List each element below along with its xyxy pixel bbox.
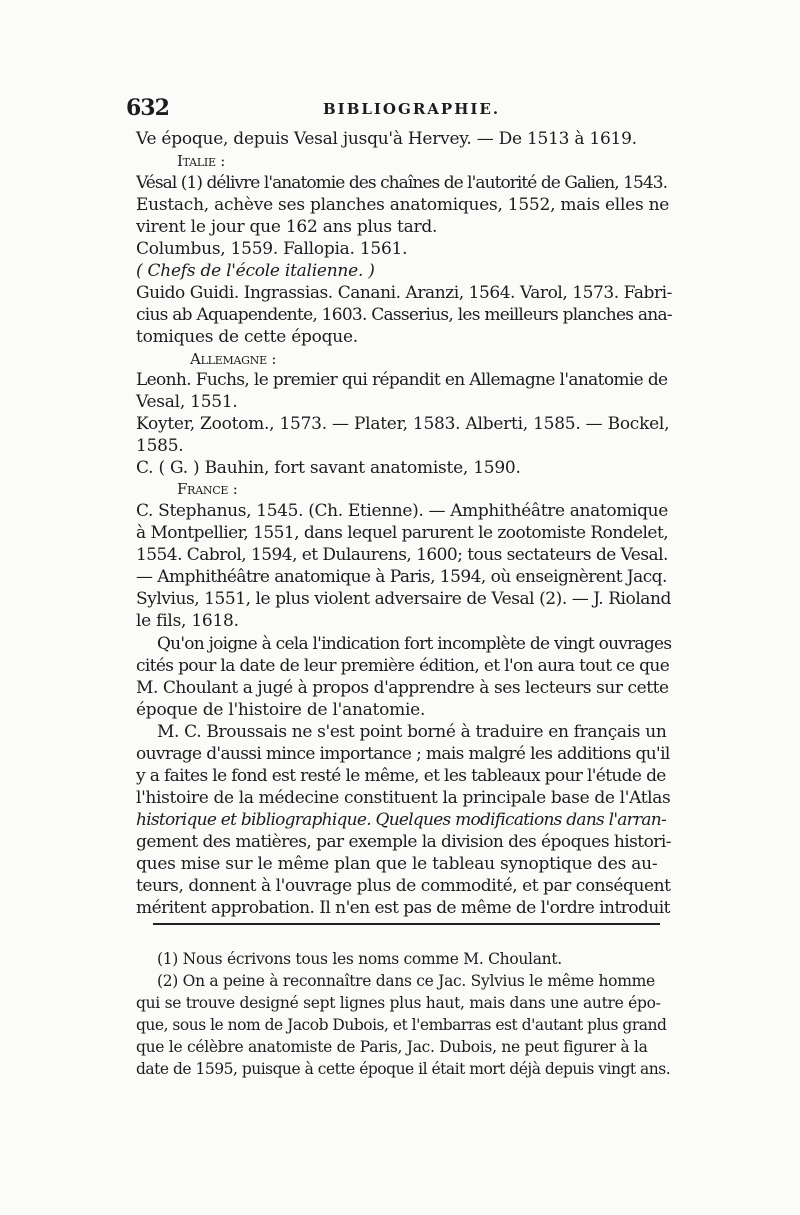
body-line: C. ( G. ) Bauhin, fort savant anatomiste, 1590. [136, 458, 521, 478]
body-line: ques mise sur le même plan que le tableau synoptique des au- [136, 854, 658, 874]
body-line: Leonh. Fuchs, le premier qui répandit en Allemagne l'anatomie de [136, 370, 668, 390]
footnote-line: que, sous le nom de Jacob Dubois, et l'embarras est d'autant plus grand [136, 1016, 667, 1034]
section-heading-italie: Italie : [177, 152, 226, 170]
body-line: cités pour la date de leur première édition, et l'on aura tout ce que [136, 656, 670, 676]
body-line: Vesal, 1551. [136, 392, 238, 412]
body-line: M. C. Broussais ne s'est point borné à traduire en français un [157, 722, 667, 742]
section-heading-france: France : [177, 480, 238, 498]
body-line: Sylvius, 1551, le plus violent adversaire de Vesal (2). — J. Rioland [136, 589, 671, 609]
body-line: historique et bibliographique. Quelques modifications dans l'arran- [136, 810, 666, 830]
body-line: gement des matières, par exemple la division des époques histori- [136, 832, 671, 852]
section-heading-allemagne: Allemagne : [190, 350, 277, 368]
body-line: à Montpellier, 1551, dans lequel parurent le zootomiste Rondelet, [136, 523, 669, 543]
body-line: teurs, donnent à l'ouvrage plus de commodité, et par conséquent [136, 876, 671, 896]
body-line: tomiques de cette époque. [136, 327, 358, 347]
body-line: Koyter, Zootom., 1573. — Plater, 1583. Alberti, 1585. — Bockel, [136, 414, 670, 434]
body-line: méritent approbation. Il n'en est pas de même de l'ordre introduit [136, 898, 670, 918]
footnote-separator [153, 923, 660, 925]
body-line: 1585. [136, 436, 184, 456]
body-line: l'histoire de la médecine constituent la principale base de l'Atlas [136, 788, 671, 808]
body-line: Guido Guidi. Ingrassias. Canani. Aranzi, 1564. Varol, 1573. Fabri- [136, 283, 672, 303]
footnote-line: qui se trouve designé sept lignes plus haut, mais dans une autre épo- [136, 994, 661, 1012]
body-line: ouvrage d'aussi mince importance ; mais malgré les additions qu'il [136, 744, 670, 764]
footnote-line: date de 1595, puisque à cette époque il était mort déjà depuis vingt ans. [136, 1060, 671, 1078]
body-line: le fils, 1618. [136, 611, 239, 631]
body-line: Vésal (1) délivre l'anatomie des chaînes de l'autorité de Galien, 1543. [136, 173, 668, 193]
body-line: Qu'on joigne à cela l'indication fort incomplète de vingt ouvrages [157, 634, 672, 654]
body-line: Columbus, 1559. Fallopia. 1561. [136, 239, 408, 259]
footnote-line: que le célèbre anatomiste de Paris, Jac. Dubois, ne peut figurer à la [136, 1038, 648, 1056]
running-head: BIBLIOGRAPHIE. [323, 100, 501, 118]
body-line: y a faites le fond est resté le même, et les tableaux pour l'étude de [136, 766, 666, 786]
page-number: 632 [126, 95, 169, 121]
body-line: virent le jour que 162 ans plus tard. [136, 217, 438, 237]
body-line: Ve époque, depuis Vesal jusqu'à Hervey. — De 1513 à 1619. [136, 129, 637, 149]
body-line: 1554. Cabrol, 1594, et Dulaurens, 1600; tous sectateurs de Vesal. [136, 545, 668, 565]
body-line: Eustach, achève ses planches anatomiques, 1552, mais elles ne [136, 195, 670, 215]
body-line: — Amphithéâtre anatomique à Paris, 1594, où enseignèrent Jacq. [136, 567, 667, 587]
body-line: C. Stephanus, 1545. (Ch. Etienne). — Amphithéâtre anatomique [136, 501, 668, 521]
body-line: M. Choulant a jugé à propos d'apprendre à ses lecteurs sur cette [136, 678, 669, 698]
body-line: cius ab Aquapendente, 1603. Casserius, les meilleurs planches ana- [136, 305, 672, 325]
footnote-1: (1) Nous écrivons tous les noms comme M. Choulant. [157, 950, 562, 968]
body-line: ( Chefs de l'école italienne. ) [136, 261, 375, 281]
body-line: époque de l'histoire de l'anatomie. [136, 700, 426, 720]
footnote-2: (2) On a peine à reconnaître dans ce Jac. Sylvius le même homme [157, 972, 655, 990]
